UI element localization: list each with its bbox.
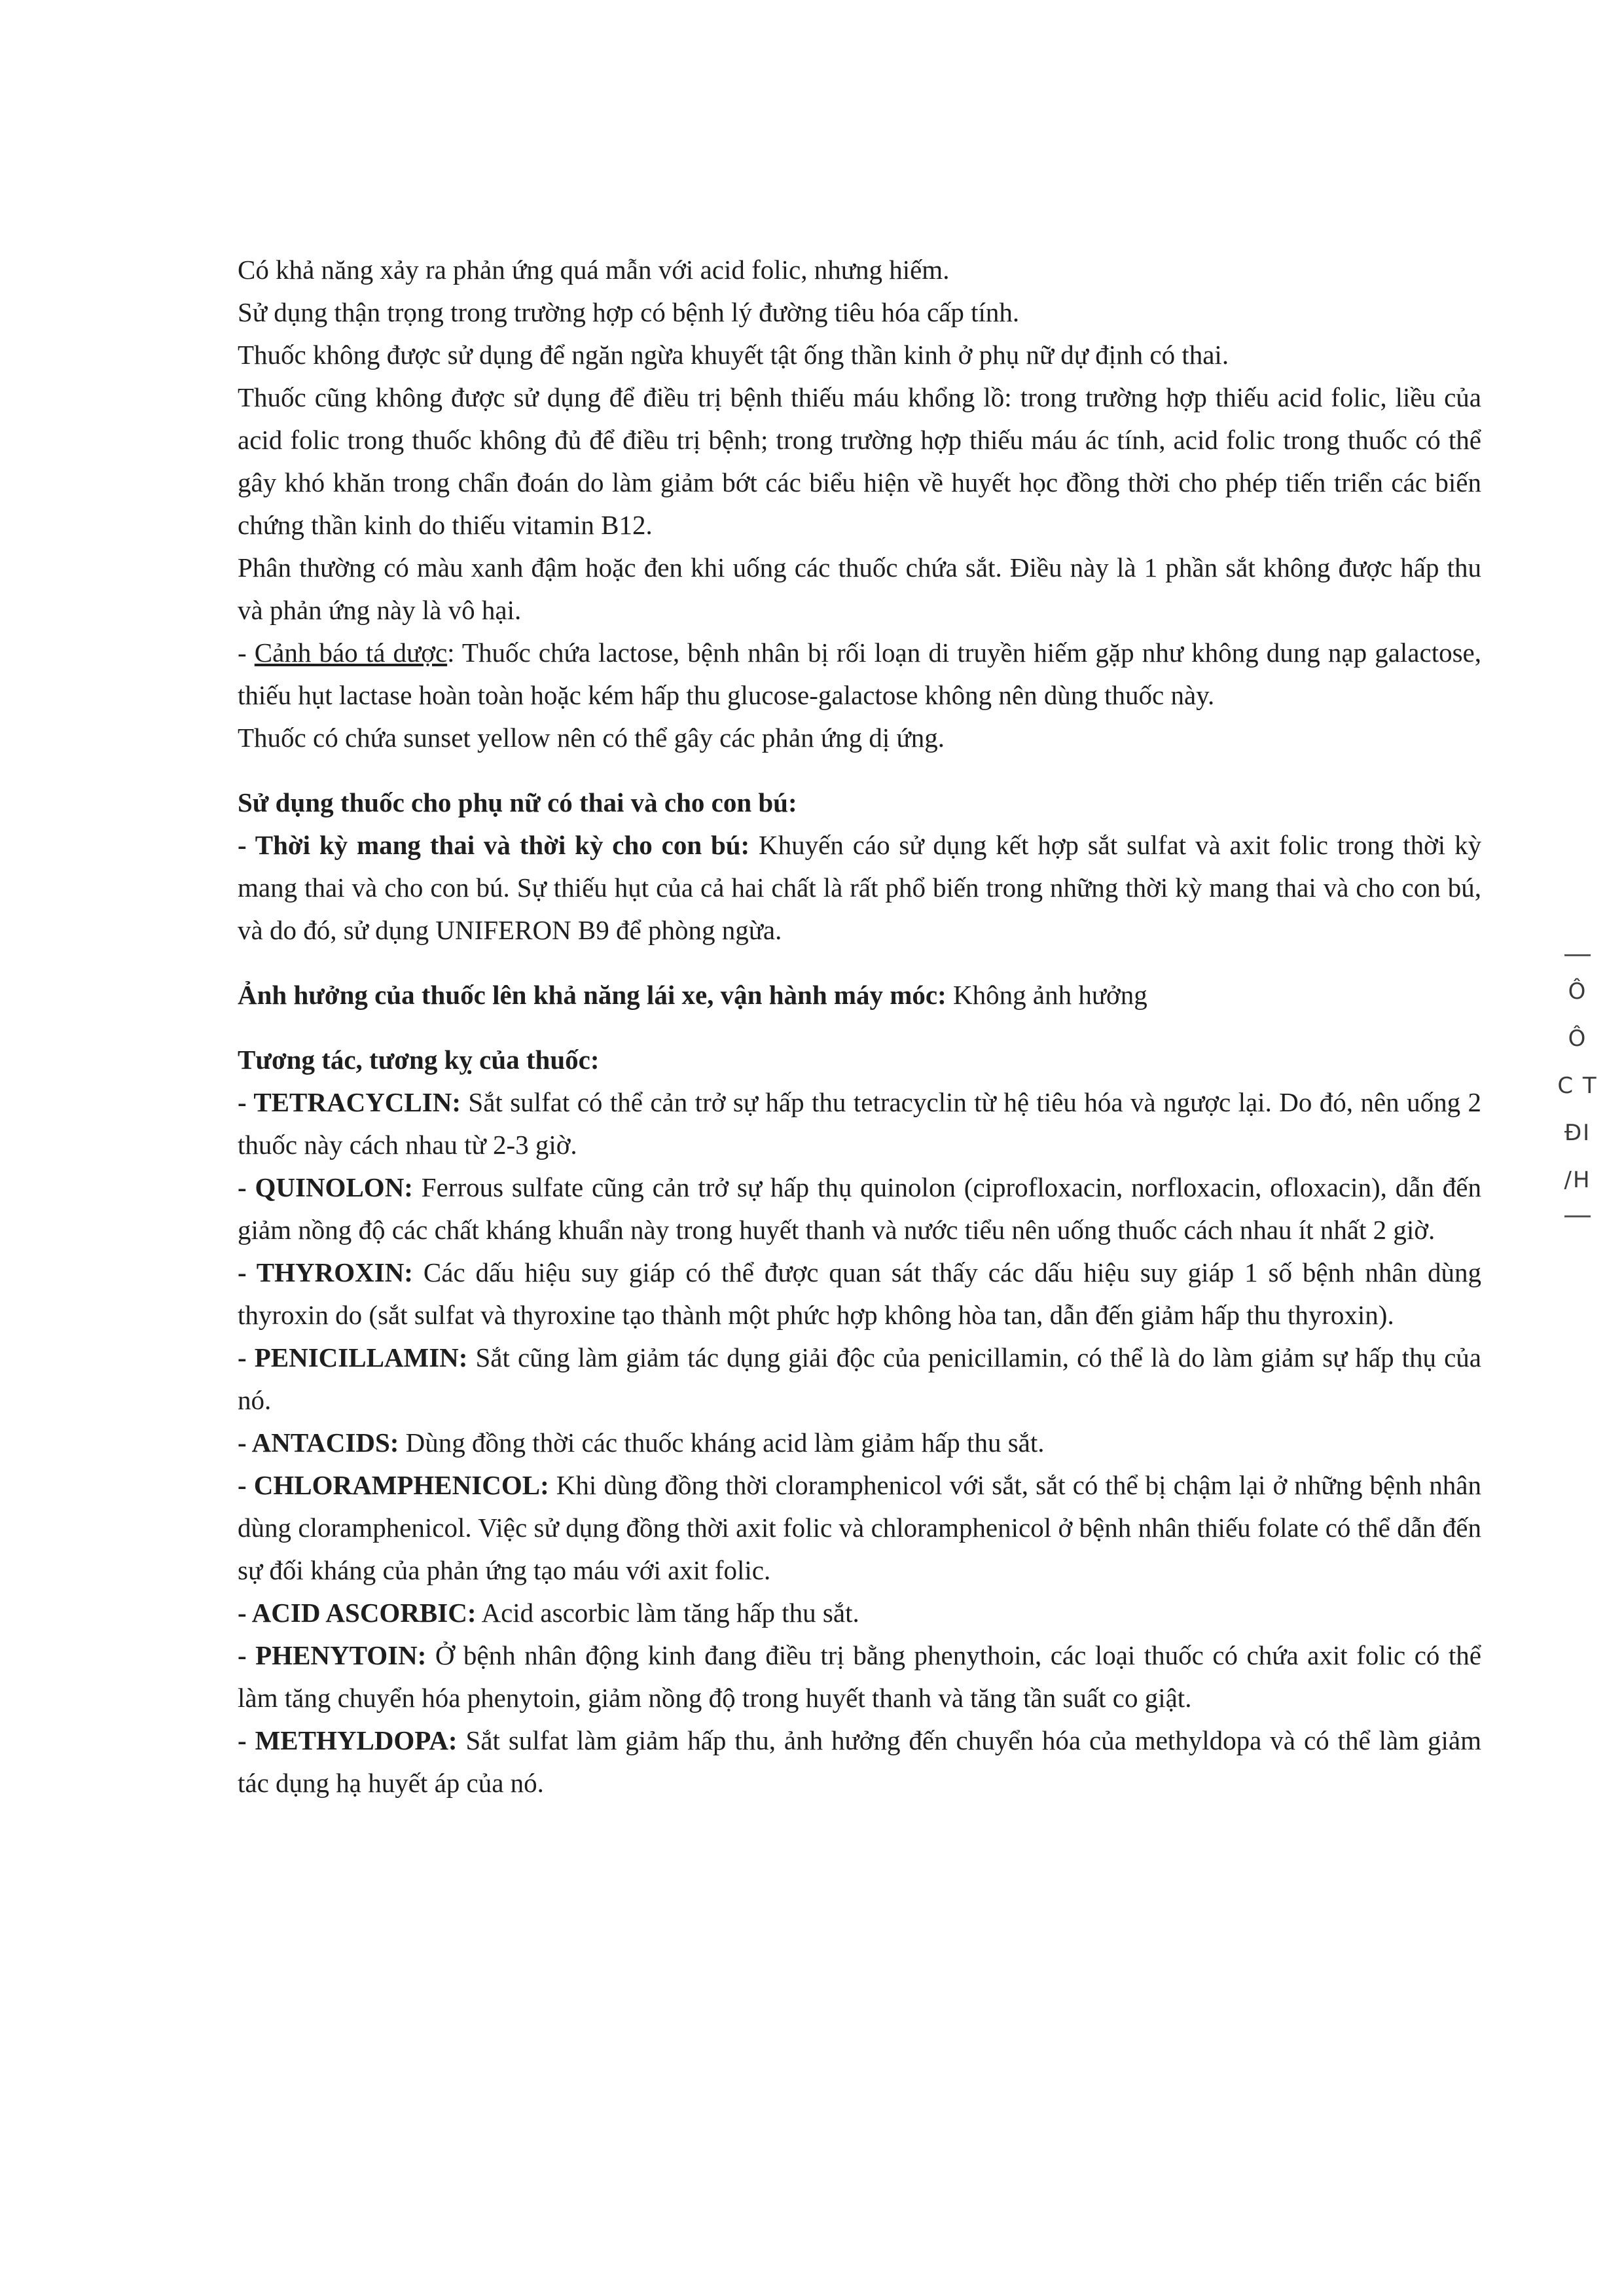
document-page: [238, 249, 1481, 1804]
excipient-label: Cảnh báo tá dược: [254, 637, 448, 668]
driving-label: Ảnh hưởng của thuốc lên khả năng lái xe, vận hành máy móc:: [238, 980, 947, 1010]
warning-stool-color: Phân thường có màu xanh đậm hoặc đen khi uống các thuốc chứa sắt. Điều này là 1 phần sắt không được hấp thu và phản ứng này là vô hại.: [238, 552, 1481, 625]
pregnancy-label: - Thời kỳ mang thai và thời kỳ cho con bú:: [238, 830, 750, 860]
margin-stamp: [1551, 942, 1604, 1229]
stamp-text: Ô: [1568, 1026, 1587, 1052]
interaction-item: - CHLORAMPHENICOL: Khi dùng đồng thời cloramphenicol với sắt, sắt có thể bị chậm lại ở những bệnh nhân dùng cloramphenicol. Việc sử dụng đồng thời axit folic và chloramphenicol ở bệnh nhân thiếu folate có thể dẫn đến sự đối kháng của phản ứng tạo máu với axit folic.: [238, 1470, 1481, 1585]
interaction-item: - QUINOLON: Ferrous sulfate cũng cản trở sự hấp thụ quinolon (ciprofloxacin, norfloxacin, ofloxacin), dẫn đến giảm nồng độ các chất kháng khuẩn này trong huyết thanh và nước tiểu nên uống thuốc cách nhau ít nhất 2 giờ.: [238, 1172, 1481, 1245]
pregnancy-paragraph: - Thời kỳ mang thai và thời kỳ cho con bú: Khuyến cáo sử dụng kết hợp sắt sulfat và axit folic trong thời kỳ mang thai và cho con bú. Sự thiếu hụt của cả hai chất là rất phổ biến trong những thời kỳ mang thai và cho con bú, và do đó, sử dụng UNIFERON B9 để phòng ngừa.: [238, 830, 1481, 945]
interaction-item: - PENICILLAMIN: Sắt cũng làm giảm tác dụng giải độc của penicillamin, có thể là do làm giảm sự hấp thụ của nó.: [238, 1342, 1481, 1415]
warning-anemia: Thuốc cũng không được sử dụng để điều trị bệnh thiếu máu khổng lồ: trong trường hợp thiếu acid folic, liều của acid folic trong thuốc không đủ để điều trị bệnh; trong trường hợp thiếu máu ác tính, acid folic trong thuốc có thể gây khó khăn trong chẩn đoán do làm giảm bớt các biểu hiện về huyết học đồng thời cho phép tiến triển các biến chứng thần kinh do thiếu vitamin B12.: [238, 382, 1481, 540]
interactions-heading: Tương tác, tương kỵ của thuốc:: [238, 1045, 600, 1075]
pregnancy-heading: Sử dụng thuốc cho phụ nữ có thai và cho con bú:: [238, 787, 797, 817]
stamp-text: /H: [1564, 1167, 1591, 1193]
interaction-item: - ANTACIDS: Dùng đồng thời các thuốc kháng acid làm giảm hấp thu sắt.: [238, 1427, 1045, 1458]
warning-gi-disease: Sử dụng thận trọng trong trường hợp có bệnh lý đường tiêu hóa cấp tính.: [238, 297, 1020, 327]
interaction-item: - PHENYTOIN: Ở bệnh nhân động kinh đang điều trị bằng phenythoin, các loại thuốc có chứa axit folic có thể làm tăng chuyển hóa phenytoin, giảm nồng độ trong huyết thanh và tăng tần suất co giật.: [238, 1640, 1481, 1713]
sunset-yellow-warning: Thuốc có chứa sunset yellow nên có thể gây các phản ứng dị ứng.: [238, 723, 945, 753]
stamp-rule: [1564, 1215, 1591, 1217]
interaction-item: - THYROXIN: Các dấu hiệu suy giáp có thể được quan sát thấy các dấu hiệu suy giáp 1 số bệnh nhân dùng thyroxin do (sắt sulfat và thyroxine tạo thành một phức hợp không hòa tan, dẫn đến giảm hấp thu thyroxin).: [238, 1257, 1481, 1330]
warning-hypersensitivity: Có khả năng xảy ra phản ứng quá mẫn với acid folic, nhưng hiếm.: [238, 255, 950, 285]
warning-neural-tube: Thuốc không được sử dụng để ngăn ngừa khuyết tật ống thần kinh ở phụ nữ dự định có thai.: [238, 340, 1229, 370]
stamp-text: Ô: [1568, 978, 1587, 1005]
stamp-text: ĐI: [1564, 1120, 1591, 1146]
interaction-item: - METHYLDOPA: Sắt sulfat làm giảm hấp thu, ảnh hưởng đến chuyển hóa của methyldopa và có thể làm giảm tác dụng hạ huyết áp của nó.: [238, 1725, 1481, 1798]
stamp-rule: [1564, 954, 1591, 956]
stamp-text: C T: [1557, 1073, 1598, 1099]
interaction-item: - TETRACYCLIN: Sắt sulfat có thể cản trở sự hấp thu tetracyclin từ hệ tiêu hóa và ngược lại. Do đó, nên uống 2 thuốc này cách nhau từ 2-3 giờ.: [238, 1087, 1481, 1160]
interaction-item: - ACID ASCORBIC: Acid ascorbic làm tăng hấp thu sắt.: [238, 1598, 859, 1628]
excipient-warning: - Cảnh báo tá dược: Thuốc chứa lactose, bệnh nhân bị rối loạn di truyền hiếm gặp như không dung nạp galactose, thiếu hụt lactase hoàn toàn hoặc kém hấp thu glucose-galactose không nên dùng thuốc này.: [238, 637, 1481, 710]
driving-paragraph: Ảnh hưởng của thuốc lên khả năng lái xe, vận hành máy móc: Không ảnh hưởng: [238, 980, 1147, 1010]
